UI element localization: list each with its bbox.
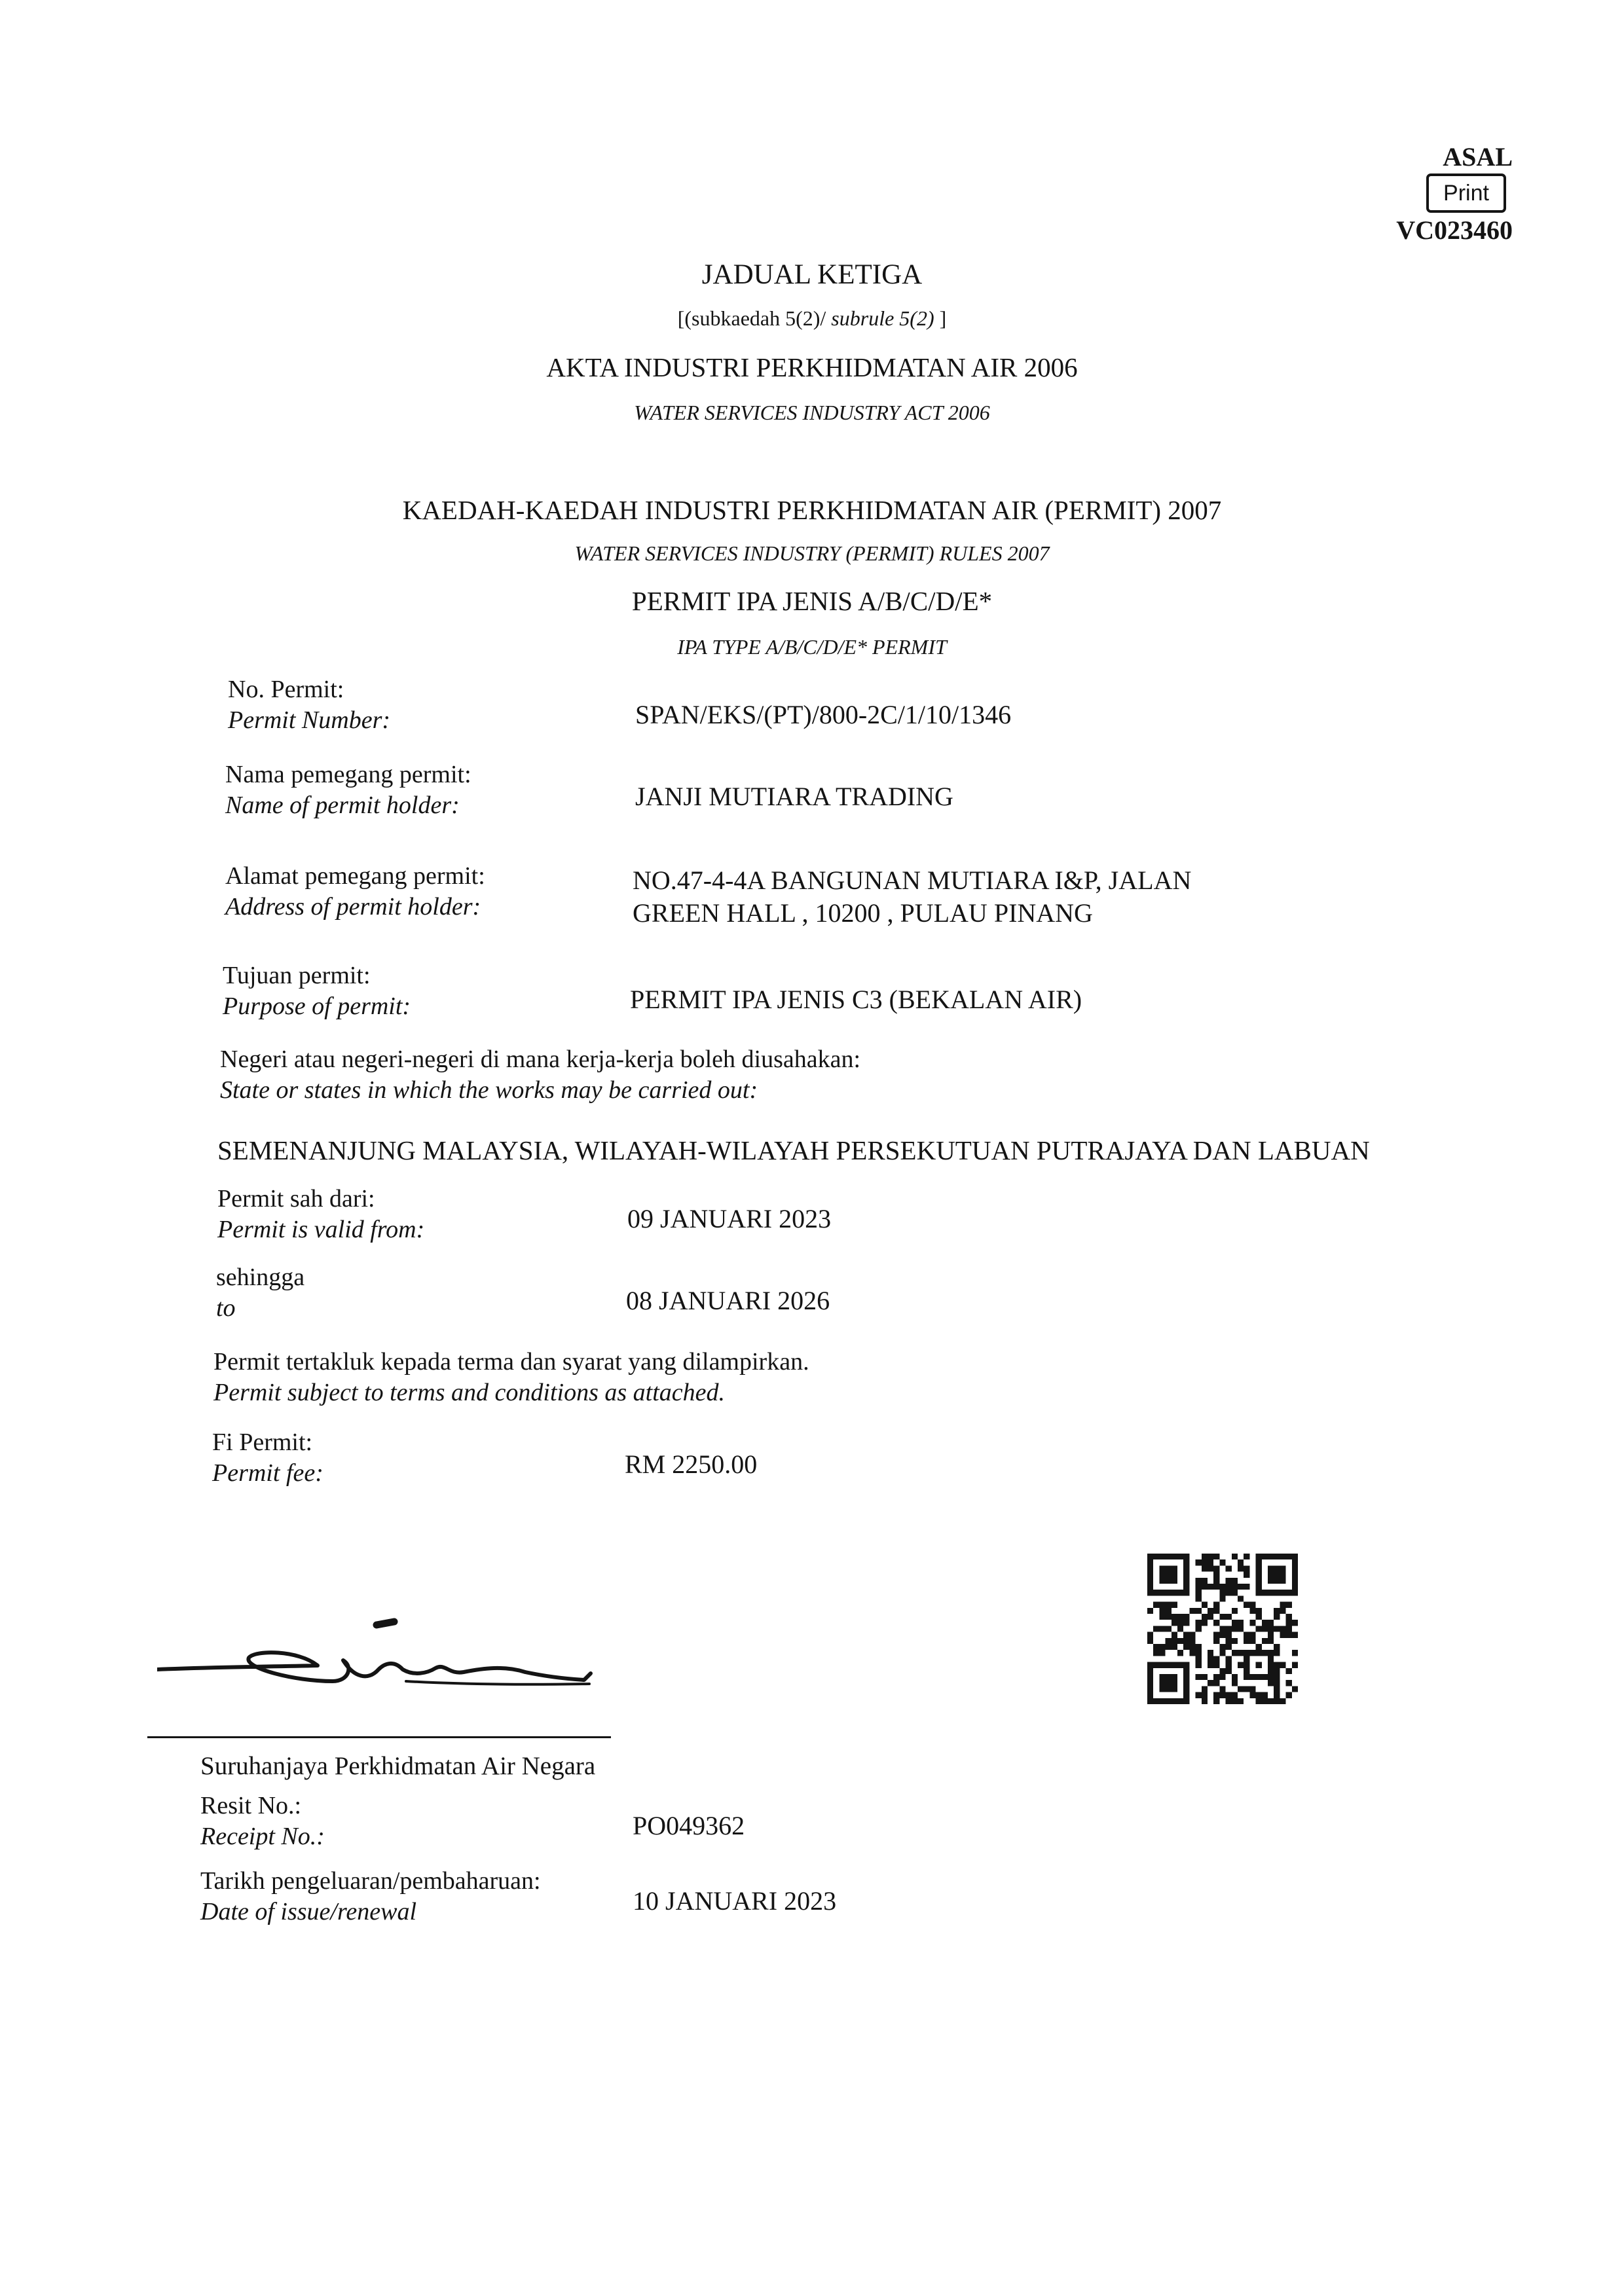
fee-value: RM 2250.00: [625, 1449, 758, 1479]
act-title-en: WATER SERVICES INDUSTRY ACT 2006: [634, 401, 990, 424]
qr-code-icon: [1147, 1554, 1298, 1704]
valid-to-label: sehingga to: [216, 1264, 305, 1322]
fee-label: Fi Permit: Permit fee:: [212, 1429, 323, 1487]
receipt-value: PO049362: [633, 1811, 745, 1840]
holder-address-label: Alamat pemegang permit: Address of permit holder:: [225, 862, 485, 920]
valid-from-label: Permit sah dari: Permit is valid from:: [217, 1185, 425, 1243]
holder-name-value: JANJI MUTIARA TRADING: [635, 782, 953, 811]
issue-date-label: Tarikh pengeluaran/pembaharuan: Date of issue/renewal: [200, 1867, 541, 1925]
act-title-ms: AKTA INDUSTRI PERKHIDMATAN AIR 2006: [546, 352, 1078, 382]
holder-address-value: NO.47-4-4A BANGUNAN MUTIARA I&P, JALAN GREEN HALL , 10200 , PULAU PINANG: [633, 866, 1192, 928]
rules-title-en: WATER SERVICES INDUSTRY (PERMIT) RULES 2007: [574, 541, 1050, 565]
terms-note: Permit tertakluk kepada terma dan syarat yang dilampirkan. Permit subject to terms and conditions as attached.: [213, 1348, 809, 1406]
purpose-value: PERMIT IPA JENIS C3 (BEKALAN AIR): [630, 985, 1082, 1014]
holder-name-label: Nama pemegang permit: Name of permit holder:: [225, 761, 471, 819]
states-label: Negeri atau negeri-negeri di mana kerja-kerja boleh diusahakan: State or states in which the works may be carried out:: [220, 1046, 861, 1104]
receipt-label: Resit No.: Receipt No.:: [200, 1792, 325, 1850]
signature: [157, 1604, 616, 1722]
copy-type-label: ASAL: [1443, 142, 1513, 172]
print-stamp: Print: [1426, 173, 1506, 213]
permit-type-ms: PERMIT IPA JENIS A/B/C/D/E*: [631, 586, 993, 616]
permit-number-value: SPAN/EKS/(PT)/800-2C/1/10/1346: [635, 700, 1012, 729]
serial-number: VC023460: [1396, 215, 1513, 245]
schedule-title: JADUAL KETIGA: [701, 259, 923, 290]
valid-from-value: 09 JANUARI 2023: [627, 1204, 832, 1233]
subrule-reference: [(subkaedah 5(2)/ subrule 5(2) ]: [677, 306, 947, 330]
rules-title-ms: KAEDAH-KAEDAH INDUSTRI PERKHIDMATAN AIR (PERMIT) 2007: [402, 495, 1222, 525]
authority-name: Suruhanjaya Perkhidmatan Air Negara: [200, 1752, 596, 1780]
purpose-label: Tujuan permit: Purpose of permit:: [223, 962, 411, 1020]
signature-line: [147, 1736, 611, 1738]
valid-to-value: 08 JANUARI 2026: [626, 1286, 830, 1315]
states-value: SEMENANJUNG MALAYSIA, WILAYAH-WILAYAH PERSEKUTUAN PUTRAJAYA DAN LABUAN: [217, 1135, 1370, 1165]
issue-date-value: 10 JANUARI 2023: [633, 1886, 837, 1916]
permit-type-en: IPA TYPE A/B/C/D/E* PERMIT: [677, 635, 947, 659]
permit-number-label: No. Permit: Permit Number:: [228, 676, 391, 734]
